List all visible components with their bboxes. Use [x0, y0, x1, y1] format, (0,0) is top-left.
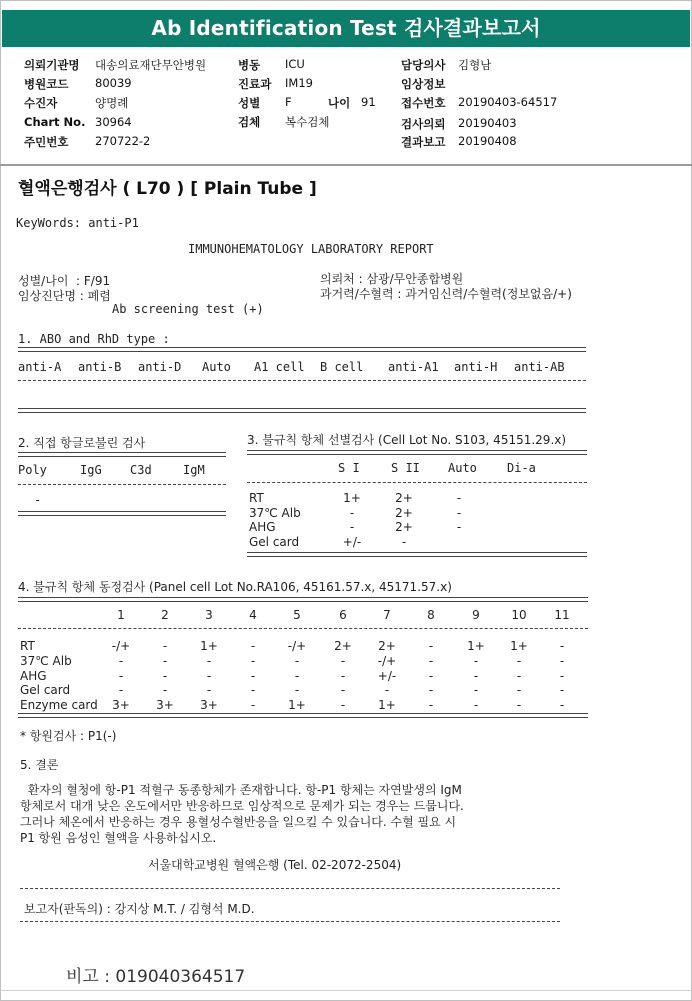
screening-row-label: RT [249, 491, 264, 505]
panel-cell: - [118, 654, 124, 668]
department-label: 진료과 [238, 77, 272, 91]
screening-cell: 2+ [395, 491, 413, 505]
divider [18, 713, 588, 718]
ward-label: 병동 [238, 58, 261, 72]
divider [18, 408, 586, 413]
panel-cell: - [162, 683, 168, 697]
panel-cell: - [473, 669, 479, 683]
panel-cell: 1+ [378, 698, 396, 712]
panel-cell: 1+ [510, 639, 528, 653]
panel-column-header: 10 [511, 608, 527, 622]
dat-header: IgG [80, 463, 102, 477]
reception-no-label: 접수번호 [401, 96, 446, 110]
dat-header: Poly [18, 463, 47, 477]
abo-header: Auto [202, 360, 231, 374]
chart-no-value: 30964 [95, 115, 132, 129]
divider [18, 452, 226, 457]
antigen-test: * 항원검사 : P1(-) [20, 729, 117, 743]
panel-cell: 3+ [200, 698, 218, 712]
report-title: 혈액은행검사 ( L70 ) [ Plain Tube ] [18, 179, 317, 199]
panel-cell: - [294, 683, 300, 697]
panel-cell: 2+ [378, 639, 396, 653]
screening-cell: 2+ [395, 520, 413, 534]
keywords: KeyWords: anti-P1 [16, 216, 139, 230]
hospital-line: 서울대학교병원 혈액은행 (Tel. 02-2072-2504) [148, 858, 402, 872]
section1-title: 1. ABO and RhD type : [18, 332, 170, 346]
request-date-label: 검사의뢰 [401, 117, 446, 131]
panel-cell: 2+ [334, 639, 352, 653]
screening-cell: 2+ [395, 506, 413, 520]
panel-column-header: 8 [427, 608, 435, 622]
screening-cell: - [349, 520, 355, 534]
age-label: 나이 [328, 96, 351, 110]
panel-cell: 3+ [112, 698, 130, 712]
conclusion-line: P1 항원 음성인 혈액을 사용하십시오. [20, 831, 217, 845]
hospital-code-label: 병원코드 [24, 77, 69, 91]
panel-cell: - [250, 698, 256, 712]
abo-header: anti-H [454, 360, 498, 374]
panel-cell: - [559, 639, 565, 653]
section3-title: 3. 불규칙 항체 선별검사 (Cell Lot No. S103, 45151.29.x) [247, 433, 567, 447]
panel-cell: - [162, 639, 168, 653]
divider [18, 511, 226, 516]
clinical-info-label: 임상정보 [401, 77, 446, 91]
panel-cell: - [206, 669, 212, 683]
panel-cell: 3+ [156, 698, 174, 712]
hospital-code-value: 80039 [95, 76, 132, 90]
panel-cell: - [340, 698, 346, 712]
panel-cell: - [428, 654, 434, 668]
screening-row-label: 37℃ Alb [249, 506, 301, 520]
chart-no-label: Chart No. [24, 115, 86, 129]
panel-cell: - [473, 683, 479, 697]
panel-column-header: 3 [205, 608, 213, 622]
dat-header: IgM [183, 463, 205, 477]
age-value: 91 [361, 95, 376, 109]
section2-title: 2. 직접 항글로불린 검사 [18, 436, 146, 450]
panel-cell: 1+ [467, 639, 485, 653]
report-date-value: 20190408 [458, 134, 517, 148]
panel-cell: - [340, 669, 346, 683]
divider [18, 628, 588, 629]
reception-no-value: 20190403-64517 [458, 95, 558, 109]
conclusion-line: 환자의 혈청에 항-P1 적혈구 동종항체가 존재합니다. 항-P1 항체는 자연발생의 IgM [20, 783, 462, 797]
panel-cell: - [340, 654, 346, 668]
divider [18, 597, 588, 602]
panel-column-header: 6 [339, 608, 347, 622]
panel-column-header: 4 [249, 608, 257, 622]
patient-label: 수진자 [24, 96, 58, 110]
remark: 비고 : 019040364517 [66, 967, 246, 987]
sex-age-line: 성별/나이 : F/91 [18, 274, 111, 288]
panel-column-header: 5 [293, 608, 301, 622]
screening-cell: +/- [342, 535, 362, 549]
screening-header: Di-a [507, 461, 536, 475]
panel-cell: - [250, 683, 256, 697]
lab-report-title: IMMUNOHEMATOLOGY LABORATORY REPORT [188, 242, 434, 256]
panel-cell: - [428, 683, 434, 697]
panel-row-label: 37℃ Alb [20, 654, 72, 668]
page-title: Ab Identification Test 검사결과보고서 [2, 10, 690, 47]
resident-no-label: 주민번호 [24, 135, 69, 149]
resident-no-value: 270722-2 [95, 134, 151, 148]
department-value: IM19 [285, 76, 313, 90]
panel-cell: - [206, 683, 212, 697]
specimen-label: 검체 [238, 115, 261, 129]
panel-cell: - [250, 654, 256, 668]
screening-row-label: Gel card [249, 535, 300, 549]
screening-cell: - [456, 491, 462, 505]
panel-row-label: AHG [20, 669, 47, 683]
section4-title: 4. 불규칙 항체 동정검사 (Panel cell Lot No.RA106, 45161.57.x, 45171.57.x) [18, 580, 452, 594]
abo-header: B cell [320, 360, 364, 374]
divider [18, 347, 586, 352]
panel-cell: - [384, 683, 390, 697]
panel-cell: - [162, 654, 168, 668]
panel-cell: 1+ [200, 639, 218, 653]
divider [20, 921, 560, 922]
panel-cell: - [250, 669, 256, 683]
divider [20, 888, 560, 889]
panel-cell: - [559, 698, 565, 712]
divider [18, 484, 226, 485]
panel-cell: - [294, 654, 300, 668]
screening-cell: 1+ [343, 491, 361, 505]
panel-cell: - [118, 669, 124, 683]
request-date-value: 20190403 [458, 116, 517, 130]
panel-cell: - [206, 654, 212, 668]
abo-header: anti-A1 [388, 360, 439, 374]
panel-cell: -/+ [377, 654, 397, 668]
panel-cell: - [516, 669, 522, 683]
panel-row-label: Enzyme card [20, 698, 98, 712]
screening-row-label: AHG [249, 520, 276, 534]
panel-row-label: RT [20, 639, 35, 653]
panel-cell: - [250, 639, 256, 653]
report-date-label: 결과보고 [401, 135, 446, 149]
institution-value: 대송의료재단무안병원 [95, 58, 207, 72]
panel-cell: - [118, 683, 124, 697]
dat-value: - [34, 493, 42, 507]
panel-cell: - [559, 654, 565, 668]
specimen-value: 복수검체 [285, 115, 330, 129]
panel-cell: -/+ [287, 639, 307, 653]
panel-cell: - [559, 683, 565, 697]
panel-cell: - [428, 669, 434, 683]
panel-cell: - [294, 669, 300, 683]
panel-row-label: Gel card [20, 683, 71, 697]
divider [247, 552, 587, 557]
panel-cell: - [340, 683, 346, 697]
panel-cell: - [559, 669, 565, 683]
divider [247, 450, 587, 455]
panel-cell: 1+ [288, 698, 306, 712]
panel-column-header: 7 [383, 608, 391, 622]
panel-cell: - [473, 654, 479, 668]
screening-cell: - [401, 535, 407, 549]
panel-cell: -/+ [111, 639, 131, 653]
panel-column-header: 11 [554, 608, 570, 622]
screening-cell: - [349, 506, 355, 520]
section5-title: 5. 결론 [20, 758, 59, 772]
screening-header: Auto [448, 461, 477, 475]
conclusion-line: 그러나 체온에서 반응하는 경우 용혈성수혈반응을 일으킬 수 있습니다. 수혈 필요 시 [20, 815, 457, 829]
panel-cell: - [516, 698, 522, 712]
divider [247, 482, 587, 483]
screening-note: Ab screening test (+) [112, 302, 264, 316]
abo-header: anti-AB [514, 360, 565, 374]
screening-cell: - [456, 506, 462, 520]
history-line: 과거력/수혈력 : 과거임신력/수혈력(정보없음/+) [320, 287, 572, 301]
divider [18, 380, 586, 381]
panel-cell: - [428, 698, 434, 712]
reporter-line: 보고자(판독의) : 강지상 M.T. / 김형석 M.D. [24, 902, 255, 916]
ward-value: ICU [285, 57, 305, 71]
panel-cell: +/- [377, 669, 397, 683]
abo-header: anti-A [18, 360, 62, 374]
panel-column-header: 1 [117, 608, 125, 622]
requester-line: 의뢰처 : 삼광/무안종합병원 [320, 272, 464, 286]
header-info [0, 55, 692, 155]
dat-header: C3d [130, 463, 152, 477]
institution-label: 의뢰기관명 [24, 58, 80, 72]
patient-value: 양명례 [95, 96, 129, 110]
panel-column-header: 2 [161, 608, 169, 622]
panel-cell: - [473, 698, 479, 712]
abo-header: anti-D [138, 360, 182, 374]
abo-header: anti-B [78, 360, 122, 374]
screening-header: S II [391, 461, 420, 475]
sex-label: 성별 [238, 96, 261, 110]
screening-header: S I [338, 461, 360, 475]
divider [0, 990, 692, 991]
panel-cell: - [516, 654, 522, 668]
panel-cell: - [162, 669, 168, 683]
header-divider [0, 164, 692, 166]
doctor-label: 담당의사 [401, 58, 446, 72]
panel-column-header: 9 [472, 608, 480, 622]
abo-header: A1 cell [254, 360, 305, 374]
panel-cell: - [428, 639, 434, 653]
clinical-diagnosis-line: 임상진단명 : 폐렴 [18, 289, 111, 303]
screening-cell: - [456, 520, 462, 534]
panel-cell: - [516, 683, 522, 697]
conclusion-line: 항체로서 대개 낮은 온도에서만 반응하므로 임상적으로 문제가 되는 경우는 드뭅니다. [20, 799, 464, 813]
doctor-value: 김형남 [458, 58, 492, 72]
sex-value: F [285, 95, 292, 109]
